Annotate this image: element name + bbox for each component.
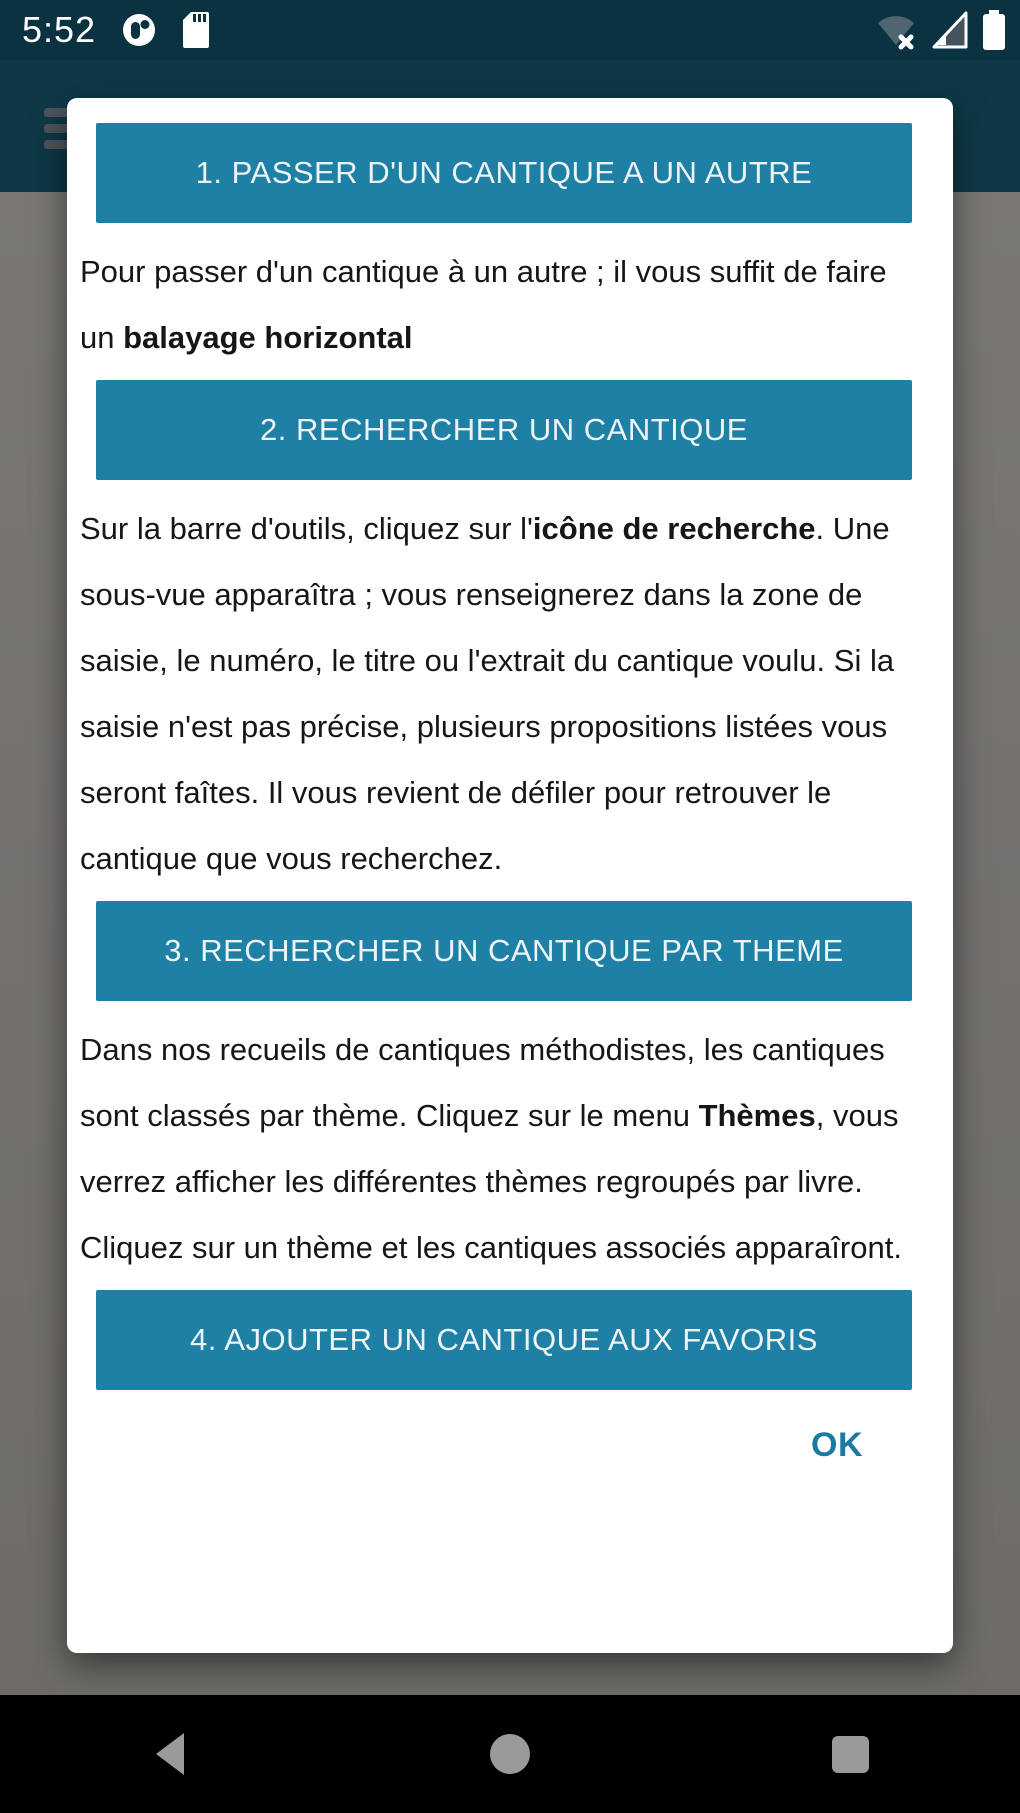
wifi-off-icon (876, 10, 918, 50)
home-icon (490, 1734, 530, 1774)
section-paragraph-3: Dans nos recueils de cantiques méthodistes, les cantiques sont classés par thème. Cliquez sur le menu Thèmes, vous verrez afficher les différentes thèmes regroupés par livre. Cliquez sur un thème et les cantiques associés apparaîront. (80, 1032, 902, 1265)
notification-circle-icon (122, 13, 156, 47)
help-dialog (67, 98, 953, 1653)
section-header-1: 1. PASSER D'UN CANTIQUE A UN AUTRE (96, 123, 912, 223)
status-right-icons (876, 0, 1006, 60)
home-button[interactable] (340, 1734, 680, 1774)
section-header-2: 2. RECHERCHER UN CANTIQUE (96, 380, 912, 480)
battery-icon (982, 9, 1006, 51)
section-header-4: 4. AJOUTER UN CANTIQUE AUX FAVORIS (96, 1290, 912, 1390)
ok-button[interactable]: OK (801, 1420, 873, 1471)
section-paragraph-1: Pour passer d'un cantique à un autre ; il vous suffit de faire un balayage horizontal (80, 254, 887, 355)
dialog-actions (67, 1420, 873, 1471)
back-button[interactable] (0, 1732, 340, 1776)
status-clock: 5:52 (22, 9, 97, 50)
recents-button[interactable] (680, 1736, 1020, 1773)
status-bar (0, 0, 1020, 60)
recents-icon (832, 1736, 869, 1773)
sd-card-icon (182, 11, 210, 49)
cell-signal-icon (932, 11, 968, 49)
android-nav-bar (0, 1695, 1020, 1813)
section-header-3: 3. RECHERCHER UN CANTIQUE PAR THEME (96, 901, 912, 1001)
back-icon (154, 1732, 186, 1776)
section-paragraph-2: Sur la barre d'outils, cliquez sur l'icône de recherche. Une sous-vue apparaîtra ; vous renseignerez dans la zone de saisie, le numéro, le titre ou l'extrait du cantique voulu. Si la saisie n'est pas précise, plusieurs propositions listées vous seront faîtes. Il vous revient de défiler pour retrouver le cantique que vous recherchez. (80, 511, 895, 876)
